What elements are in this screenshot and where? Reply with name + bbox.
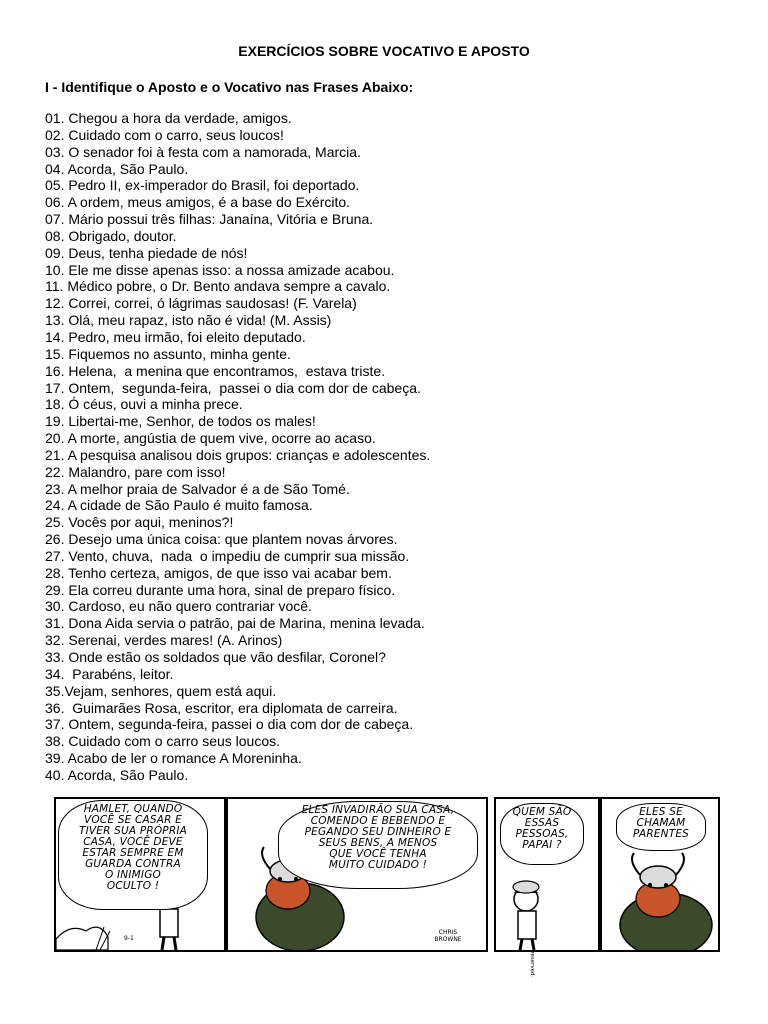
exercise-item: 02. Cuidado com o carro, seus loucos! — [45, 126, 284, 143]
balloon-line: PARENTES — [632, 828, 690, 840]
exercise-item: 14. Pedro, meu irmão, foi eleito deputado. — [45, 328, 306, 345]
exercise-item: 25. Vocês por aqui, meninos?! — [45, 514, 234, 531]
exercise-item: 35.Vejam, senhores, quem está aqui. — [45, 682, 277, 699]
balloon-line: HAMLET, QUANDO — [83, 803, 183, 815]
exercise-item: 22. Malandro, pare com isso! — [45, 463, 226, 480]
balloon-line: CASA, VOCÊ DEVE — [83, 836, 183, 848]
exercise-item: 27. Vento, chuva, nada o impediu de cumprir sua missão. — [45, 547, 410, 564]
cartoonist-signature: CHRIS BROWNE — [434, 929, 462, 943]
balloon-line: ELES SE — [639, 806, 683, 818]
balloon-line: OCULTO ! — [106, 880, 160, 892]
exercise-item: 11. Médico pobre, o Dr. Bento andava sempre a cavalo. — [45, 278, 391, 295]
balloon-line: GUARDA CONTRA — [85, 858, 181, 870]
exercise-item: 30. Cardoso, eu não quero contrariar você. — [45, 598, 312, 615]
balloon-line: TIVER SUA PRÓPRIA — [78, 825, 188, 837]
exercise-item: 19. Libertai-me, Senhor, de todos os males! — [45, 413, 316, 430]
exercise-item: 10. Ele me disse apenas isso: a nossa amizade acabou. — [45, 261, 395, 278]
exercise-item: 15. Fiquemos no assunto, minha gente. — [45, 345, 291, 362]
exercise-item: 29. Ela correu durante uma hora, sinal de preparo físico. — [45, 581, 396, 598]
exercise-item: 23. A melhor praia de Salvador é a de São Tomé. — [45, 480, 350, 497]
exercise-item: 39. Acabo de ler o romance A Moreninha. — [45, 750, 302, 767]
exercise-item: 07. Mário possui três filhas: Janaína, Vitória e Bruna. — [45, 211, 374, 228]
balloon-line: ESSAS — [524, 817, 560, 829]
exercise-item: 08. Obrigado, doutor. — [45, 227, 177, 244]
comic-panel-4 — [600, 797, 720, 952]
exercise-item: 28. Tenho certeza, amigos, de que isso vai acabar bem. — [45, 564, 392, 581]
exercise-item: 20. A morte, angústia de quem vive, ocorre ao acaso. — [45, 430, 376, 447]
exercise-item: 38. Cuidado com o carro seus loucos. — [45, 733, 281, 750]
exercise-list — [45, 110, 430, 784]
exercise-item: 03. O senador foi à festa com a namorada, Marcia. — [45, 143, 361, 160]
exercise-item: 04. Acorda, São Paulo. — [45, 160, 189, 177]
balloon-line: PEGANDO SEU DINHEIRO E — [304, 826, 452, 838]
speech-balloon-3 — [500, 803, 584, 865]
balloon-line: CHAMAM — [636, 817, 686, 829]
comic-panel-3 — [494, 797, 600, 952]
speech-balloon-2 — [278, 801, 478, 889]
balloon-line: PAPAI ? — [522, 839, 562, 851]
exercise-item: 26. Desejo uma única coisa: que plantem novas árvores. — [45, 531, 398, 548]
exercise-item: 05. Pedro II, ex-imperador do Brasil, foi deportado. — [45, 177, 360, 194]
panel-1-date: 9-1 — [124, 935, 134, 942]
balloon-line: ELES INVADIRÃO SUA CASA, — [301, 804, 455, 816]
exercise-item: 17. Ontem, segunda-feira, passei o dia com dor de cabeça. — [45, 379, 421, 396]
exercise-item: 34. Parabéns, leitor. — [45, 665, 174, 682]
exercise-item: 09. Deus, tenha piedade de nós! — [45, 244, 248, 261]
speech-balloon-1 — [58, 800, 208, 910]
balloon-line: VOCÊ SE CASAR E — [83, 814, 183, 826]
exercise-item: 33. Onde estão os soldados que vão desfilar, Coronel? — [45, 649, 386, 665]
exercise-item: 01. Chegou a hora da verdade, amigos. — [45, 110, 292, 126]
exercise-item: 32. Serenai, verdes mares! (A. Arinos) — [45, 632, 283, 649]
exercise-item: 16. Helena, a menina que encontramos, estava triste. — [45, 362, 386, 379]
exercise-item: 06. A ordem, meus amigos, é a base do Exército. — [45, 194, 351, 211]
balloon-line: MUITO CUIDADO ! — [328, 859, 428, 871]
comic-panel-2 — [226, 797, 488, 952]
exercise-item: 31. Dona Aida servia o patrão, pai de Marina, menina levada. — [45, 615, 425, 632]
exercise-item: 36. Guimarães Rosa, escritor, era diplomata de carreira. — [45, 699, 398, 716]
balloon-line: QUE VOCÊ TENHA — [329, 848, 427, 860]
balloon-line: COMENDO E BEBENDO E — [310, 815, 446, 827]
exercise-item: 40. Acorda, São Paulo. — [45, 766, 189, 783]
balloon-line: PESSOAS, — [515, 828, 569, 840]
exercise-item: 24. A cidade de São Paulo é muito famosa. — [45, 497, 313, 514]
comic-strip — [54, 797, 720, 950]
exercise-item: 12. Correi, correi, ó lágrimas saudosas! (F. Varela) — [45, 295, 357, 312]
exercise-item: 18. Ó céus, ouvi a minha prece. — [45, 396, 243, 413]
exercise-item: 37. Ontem, segunda-feira, passei o dia com dor de cabeça. — [45, 716, 414, 733]
exercise-item: 21. A pesquisa analisou dois grupos: crianças e adolescentes. — [45, 446, 431, 463]
exercise-item: 13. Olá, meu rapaz, isto não é vida! (M. Assis) — [45, 312, 332, 329]
balloon-line: O INIMIGO — [104, 869, 161, 881]
speech-balloon-4 — [616, 803, 706, 851]
section-heading: I - Identifique o Aposto e o Vocativo nas Frases Abaixo: — [45, 79, 414, 95]
balloon-line: QUEM SÃO — [512, 806, 572, 818]
balloon-line: ESTAR SEMPRE EM — [82, 847, 184, 859]
comic-panel-1 — [54, 797, 226, 952]
page-title: EXERCÍCIOS SOBRE VOCATIVO E APOSTO — [238, 43, 530, 59]
balloon-line: SEUS BENS, A MENOS — [318, 837, 438, 849]
